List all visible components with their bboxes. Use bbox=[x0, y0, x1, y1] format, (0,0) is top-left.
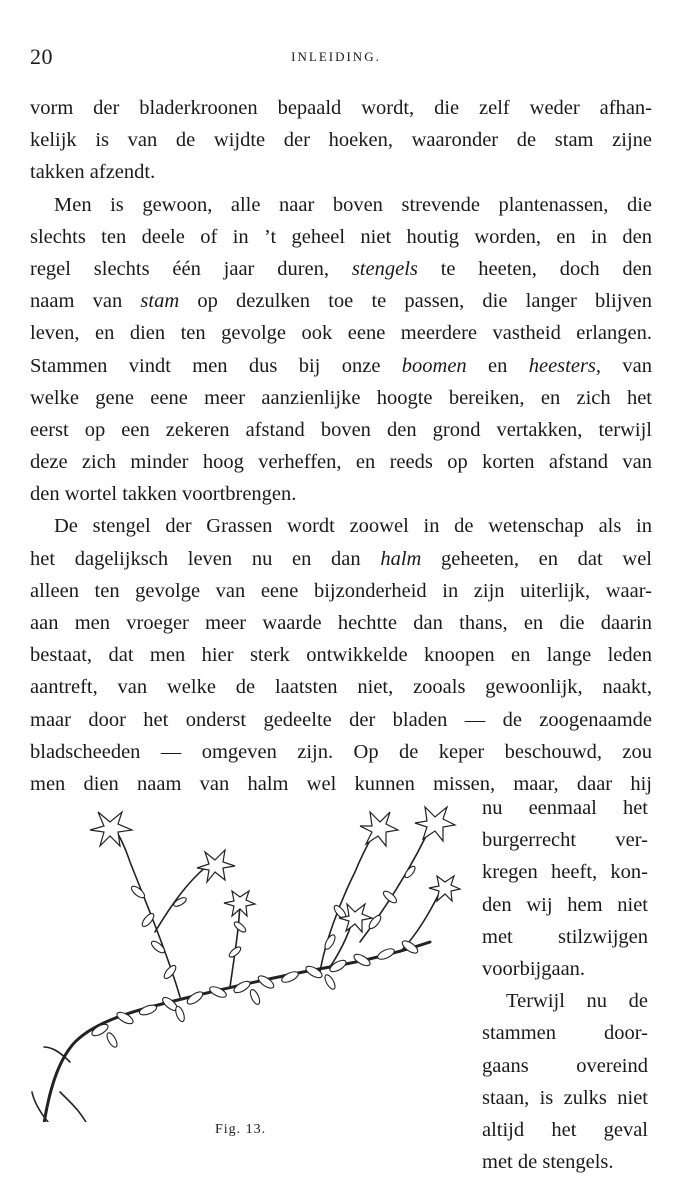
figure-13 bbox=[30, 792, 470, 1152]
side-column-text bbox=[482, 792, 648, 1178]
emphasized-word: boomen bbox=[401, 354, 467, 377]
running-head: INLEIDING. bbox=[291, 49, 381, 64]
text-line: regel slechts één jaar duren, stengels te heeten, doch den bbox=[30, 257, 653, 280]
text-line: aantreft, van welke de laatsten niet, zooals gewoonlijk, naakt, bbox=[30, 676, 652, 699]
text-line: gaans overeind bbox=[482, 1054, 648, 1077]
plant-illustration bbox=[30, 792, 470, 1122]
text-line: kregen heeft, kon- bbox=[482, 861, 648, 884]
text-line: slechts ten deele of in ’t geheel niet houtig worden, en in den bbox=[30, 225, 652, 248]
text-line: Terwijl nu de bbox=[506, 990, 648, 1013]
body-text bbox=[30, 92, 652, 800]
emphasized-word: stam bbox=[140, 290, 180, 313]
text-line: met de stengels. bbox=[482, 1151, 614, 1174]
text-line: stammen door- bbox=[482, 1022, 648, 1045]
text-line: nu eenmaal het bbox=[482, 797, 648, 819]
text-line: kelijk is van de wijdte der hoeken, waaronder de stam zijne bbox=[30, 129, 652, 152]
text-line: staan, is zulks niet bbox=[482, 1086, 648, 1109]
emphasized-word: stengels bbox=[351, 257, 418, 280]
text-line: burgerrecht ver- bbox=[482, 829, 648, 852]
text-line: voorbijgaan. bbox=[482, 957, 586, 980]
text-line: alleen ten gevolge van eene bijzonderheid in zijn uiterlijk, waar- bbox=[30, 579, 652, 602]
text-line: leven, en dien ten gevolge ook eene meerdere vastheid erlangen. bbox=[30, 322, 652, 345]
text-line: deze zich minder hoog verheffen, en reeds op korten afstand van bbox=[30, 451, 652, 474]
text-line: naam van stam op dezulken toe te passen, die langer blijven bbox=[30, 290, 652, 313]
text-line: den wij hem niet bbox=[482, 893, 648, 916]
text-line: takken afzendt. bbox=[30, 161, 156, 184]
text-line: aan men vroeger meer waarde hechtte dan thans, en die daarin bbox=[30, 612, 652, 634]
text-line: bestaat, dat men hier sterk ontwikkelde knoopen en lange leden bbox=[30, 644, 652, 667]
text-line: men dien naam van halm wel kunnen missen, maar, daar hij bbox=[30, 772, 652, 795]
text-line: Men is gewoon, alle naar boven strevende plantenassen, die bbox=[54, 193, 652, 216]
text-line: bladscheeden — omgeven zijn. Op de keper beschouwd, zou bbox=[30, 740, 652, 763]
text-line: welke gene eene meer aanzienlijke hoogte bereiken, en zich het bbox=[30, 386, 652, 409]
page-header bbox=[30, 44, 642, 74]
text-line: maar door het onderst gedeelte der bladen — de zoogenaamde bbox=[30, 708, 652, 731]
page-number: 20 bbox=[30, 44, 53, 69]
text-line: Stammen vindt men dus bij onze boomen en heesters, van bbox=[30, 354, 652, 377]
text-line: De stengel der Grassen wordt zoowel in de wetenschap als in bbox=[54, 515, 652, 538]
figure-caption: Fig. 13. bbox=[215, 1122, 267, 1137]
text-line: altijd het geval bbox=[482, 1118, 648, 1141]
text-line: het dagelijksch leven nu en dan halm geheeten, en dat wel bbox=[30, 547, 652, 570]
emphasized-word: heesters, bbox=[528, 354, 602, 377]
text-line: den wortel takken voortbrengen. bbox=[30, 483, 297, 506]
emphasized-word: halm bbox=[380, 547, 422, 570]
text-line: met stilzwijgen bbox=[482, 925, 648, 948]
text-line: eerst op een zekeren afstand boven den grond vertakken, terwijl bbox=[30, 418, 652, 441]
text-line: vorm der bladerkroonen bepaald wordt, die zelf weder afhan- bbox=[30, 97, 652, 119]
